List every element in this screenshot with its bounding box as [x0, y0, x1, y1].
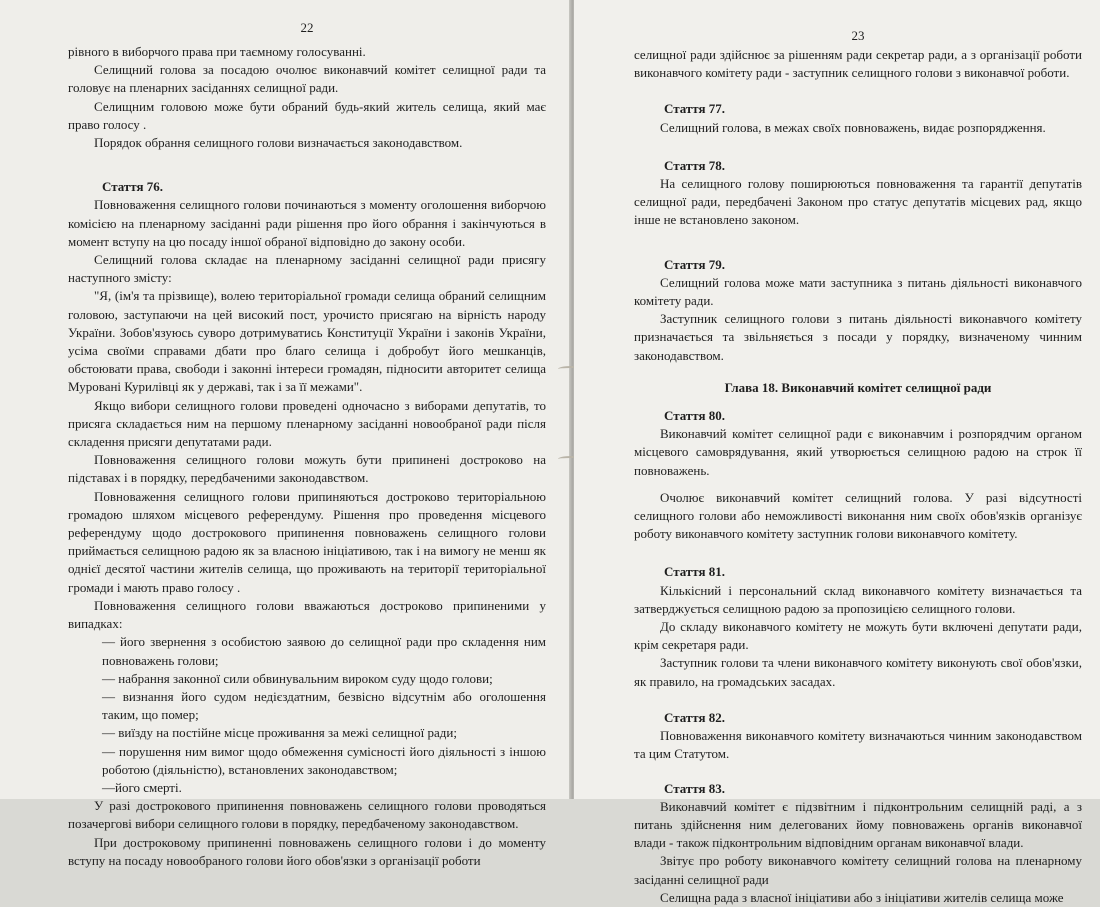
paragraph: Кількісний і персональний склад виконавчого комітету визначається та затверджується селищною радою за пропозицією селищного голови. [634, 582, 1082, 616]
paragraph: Селищним головою може бути обраний будь-який житель селища, який має право голосу . [68, 98, 546, 132]
paragraph: Селищний голова складає на пленарному засіданні селищної ради присягу наступного змісту: [68, 252, 546, 286]
article-heading: Стаття 77. [664, 101, 726, 117]
paragraph: До складу виконавчого комітету не можуть бути включені депутати ради, крім секретаря ради. [634, 619, 1082, 653]
list-item: — виїзду на постійне місце проживання за межі селищної ради; [102, 725, 457, 741]
paragraph: Порядок обрання селищного голови визначається законодавством. [94, 135, 463, 151]
article-heading: Стаття 76. [102, 179, 164, 195]
page-body [68, 43, 546, 870]
paragraph: Селищний голова може мати заступника з питань діяльності виконавчого комітету ради. [634, 274, 1082, 309]
article-heading: Стаття 81. [664, 564, 726, 580]
page-number: 23 [851, 28, 865, 43]
paragraph: Якщо вибори селищного голови проведені одночасно з виборами депутатів, то присяга складається ним на першому пленарному засіданні новообраної ради після складення присяги депутатами ради. [68, 397, 546, 450]
chapter-heading: Глава 18. Виконавчий комітет селищної ради [724, 379, 992, 395]
list-item: — набрання законної сили обвинувальним вироком суду щодо голови; [102, 670, 493, 686]
article-heading: Стаття 83. [664, 780, 726, 796]
list-item: —його смерті. [102, 779, 182, 795]
paragraph: Селищна рада з власної ініціативи або з ініціативи жителів селища може [660, 889, 1064, 905]
paragraph: селищної ради здійснює за рішенням ради секретар ради, а з організації роботи виконавчого комітету ради - заступник селищного голови з виконавчої роботи. [634, 47, 1082, 81]
paragraph: рівного в виборчого права при таємному голосуванні. [68, 44, 366, 59]
paragraph: Повноваження селищного голови починаються з моменту оголошення виборчою комісією на пленарному засіданні ради рішення про його обрання і закінчуються в момент вступу на цю посаду іншої обраної відповідно до закону особи. [68, 197, 546, 249]
left-page [0, 0, 572, 868]
paragraph: На селищного голову поширюються повноваження та гарантії депутатів селищної ради, передбачені Законом про статус депутатів місцевих рад, якщо інше не встановлено законом. [634, 176, 1082, 228]
article-heading: Стаття 80. [664, 408, 726, 424]
paragraph: Повноваження селищного голови можуть бути припинені достроково на підставах і в порядку, передбаченими законодавством. [68, 452, 546, 486]
page-number: 22 [300, 20, 314, 35]
article-heading: Стаття 82. [664, 709, 726, 725]
paragraph: Виконавчий комітет селищної ради є виконавчим і розпорядчим органом місцевого самоврядування, який утворюється селищною радою на строк її повноважень. [634, 426, 1082, 478]
paragraph: Очолює виконавчий комітет селищний голова. У разі відсутності селищного голови або неможливості виконання ним своїх обов'язків організує роботу виконавчого комітету заступник голови виконавчого комітету. [634, 489, 1082, 542]
paragraph: Повноваження селищного голови припиняються достроково територіальною громадою шляхом місцевого референдуму. Рішення про проведення місцевого референдуму щодо дострокового припинення повноважень селищного голови приймається селищною радою як за власною ініціативою, так і на вимогу не менш як однієї десятої частини жителів селища, що проживають на території територіальної громади і мають право голосу . [68, 488, 546, 595]
page-body [634, 46, 1082, 907]
right-page [574, 0, 1100, 905]
paragraph: Виконавчий комітет є підзвітним і підконтрольним селищній раді, а з питань здійснення ним делегованих йому повноважень органів виконавчої влади - також підконтрольним відповідним органам виконавчої влади. [634, 798, 1082, 851]
oath-text: "Я, (ім'я та прізвище), волею територіальної громади селища обраний селищним головою, заступаючи на цей високий пост, урочисто присягаю на вірність народу України. Зобов'язуюсь суворо дотримуватись Конституції України і законів України, усіма своїми справами дбати про благо селища і добробут його мешканців, обстоювати права, свободи і законні інтереси громадян, підносити авторитет селища Мурованi Курилівці як у державі, так і за її межами". [68, 288, 546, 395]
article-heading: Стаття 79. [664, 256, 726, 272]
paragraph: Повноваження виконавчого комітету визначаються чинним законодавством та цим Статутом. [634, 728, 1082, 762]
paragraph: Звітує про роботу виконавчого комітету селищний голова на пленарному засіданні селищної ради [634, 853, 1082, 887]
paragraph: Заступник селищного голови з питань діяльності виконавчого комітету призначається та звільняється з посади у порядку, визначеному чинним законодавством. [634, 311, 1082, 363]
list-item: — його звернення з особистою заявою до селищної ради про складення ним повноважень голови; [102, 634, 546, 668]
paragraph: Заступник голови та члени виконавчого комітету виконують свої обов'язки, як правило, на громадських засадах. [634, 655, 1082, 689]
paragraph: Повноваження селищного голови вважаються достроково припиненими у випадках: [68, 597, 546, 632]
paragraph: При достроковому припиненні повноважень селищного голови і до моменту вступу на посаду новообраного голови його обов'язки з організації роботи [68, 834, 546, 868]
article-heading: Стаття 78. [664, 157, 726, 173]
list-item: — визнання його судом недієздатним, безвісно відсутнім або оголошення таким, що помер; [102, 688, 546, 723]
list-item: — порушення ним вимог щодо обмеження сумісності його діяльності з іншою роботою (діяльністю), встановлених законодавством; [102, 743, 546, 777]
paragraph: У разі дострокового припинення повноважень селищного голови проводяться позачергові вибори селищного голови в порядку, передбаченому законодавством. [68, 798, 546, 832]
paragraph: Селищний голова, в межах своїх повноважень, видає розпорядження. [660, 119, 1046, 135]
paragraph: Селищний голова за посадою очолює виконавчий комітет селищної ради та головує на пленарних засіданнях селищної ради. [68, 62, 546, 96]
